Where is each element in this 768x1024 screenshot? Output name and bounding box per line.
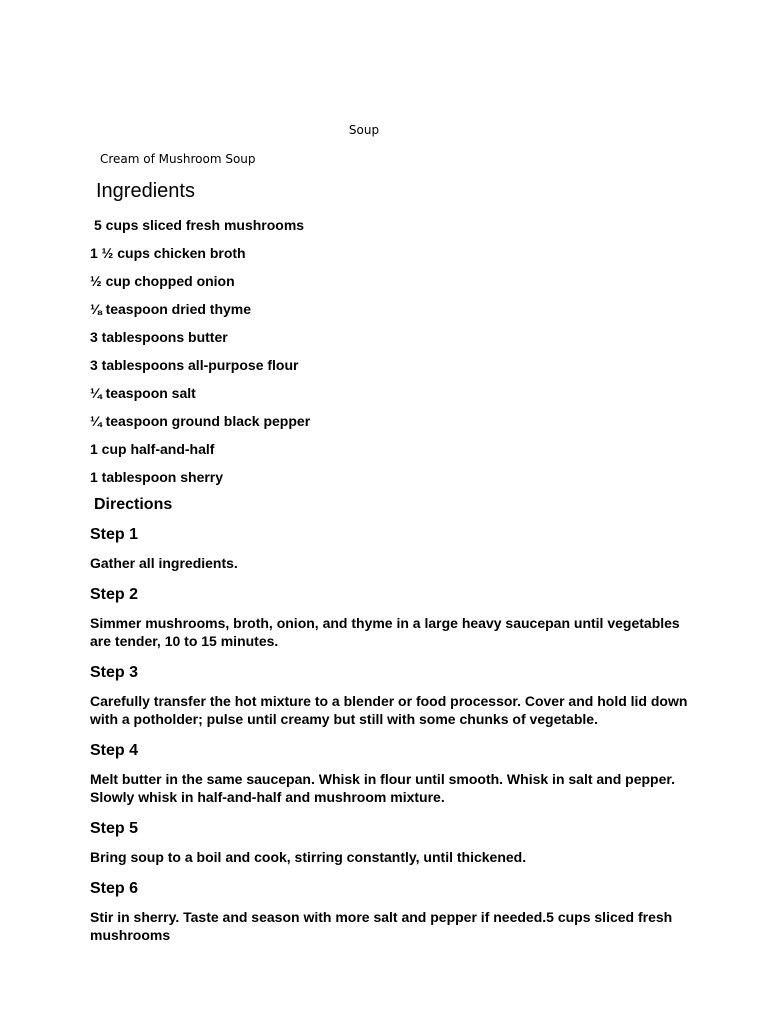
step-block	[90, 741, 690, 806]
ingredient-item: 1 ½ cups chicken broth	[90, 245, 246, 261]
step-label: Step 2	[90, 586, 139, 603]
step-block	[90, 879, 690, 944]
step-text: Simmer mushrooms, broth, onion, and thyme in a large heavy saucepan until vegetables are tender, 10 to 15 minutes.	[90, 615, 680, 649]
recipe-name: Cream of Mushroom Soup	[100, 152, 256, 166]
ingredients-list	[90, 215, 310, 495]
step-block	[90, 819, 690, 866]
ingredient-item: ½ cup chopped onion	[90, 273, 235, 289]
ingredient-item: 5 cups sliced fresh mushrooms	[94, 217, 305, 233]
step-text: Carefully transfer the hot mixture to a blender or food processor. Cover and hold lid down with a potholder; pulse until creamy but still with some chunks of vegetable.	[90, 693, 688, 727]
ingredient-item: 1 cup half-and-half	[90, 441, 215, 457]
document-title: Soup	[348, 123, 380, 137]
step-label: Step 6	[90, 880, 139, 897]
step-text: Gather all ingredients.	[90, 555, 238, 571]
ingredient-item: 1 tablespoon sherry	[90, 469, 224, 485]
step-block	[90, 663, 690, 728]
step-block	[90, 585, 690, 650]
step-label: Step 5	[90, 820, 139, 837]
step-text: Stir in sherry. Taste and season with more salt and pepper if needed.5 cups sliced fresh mushrooms	[90, 909, 673, 943]
directions-steps	[90, 525, 690, 957]
ingredient-item: ⅛ teaspoon dried thyme	[90, 301, 252, 317]
step-text: Melt butter in the same saucepan. Whisk in flour until smooth. Whisk in salt and pepper. Slowly whisk in half-and-half and mushroom mixture.	[90, 771, 675, 805]
ingredient-item: 3 tablespoons all-purpose flour	[90, 357, 299, 373]
step-label: Step 4	[90, 742, 139, 759]
ingredients-heading: Ingredients	[96, 180, 195, 202]
step-label: Step 1	[90, 526, 139, 543]
directions-heading: Directions	[94, 496, 173, 513]
ingredient-item: ¼ teaspoon ground black pepper	[90, 413, 311, 429]
step-block	[90, 525, 690, 572]
step-label: Step 3	[90, 664, 139, 681]
ingredient-item: 3 tablespoons butter	[90, 329, 228, 345]
ingredient-item: ¼ teaspoon salt	[90, 385, 196, 401]
step-text: Bring soup to a boil and cook, stirring constantly, until thickened.	[90, 849, 527, 865]
